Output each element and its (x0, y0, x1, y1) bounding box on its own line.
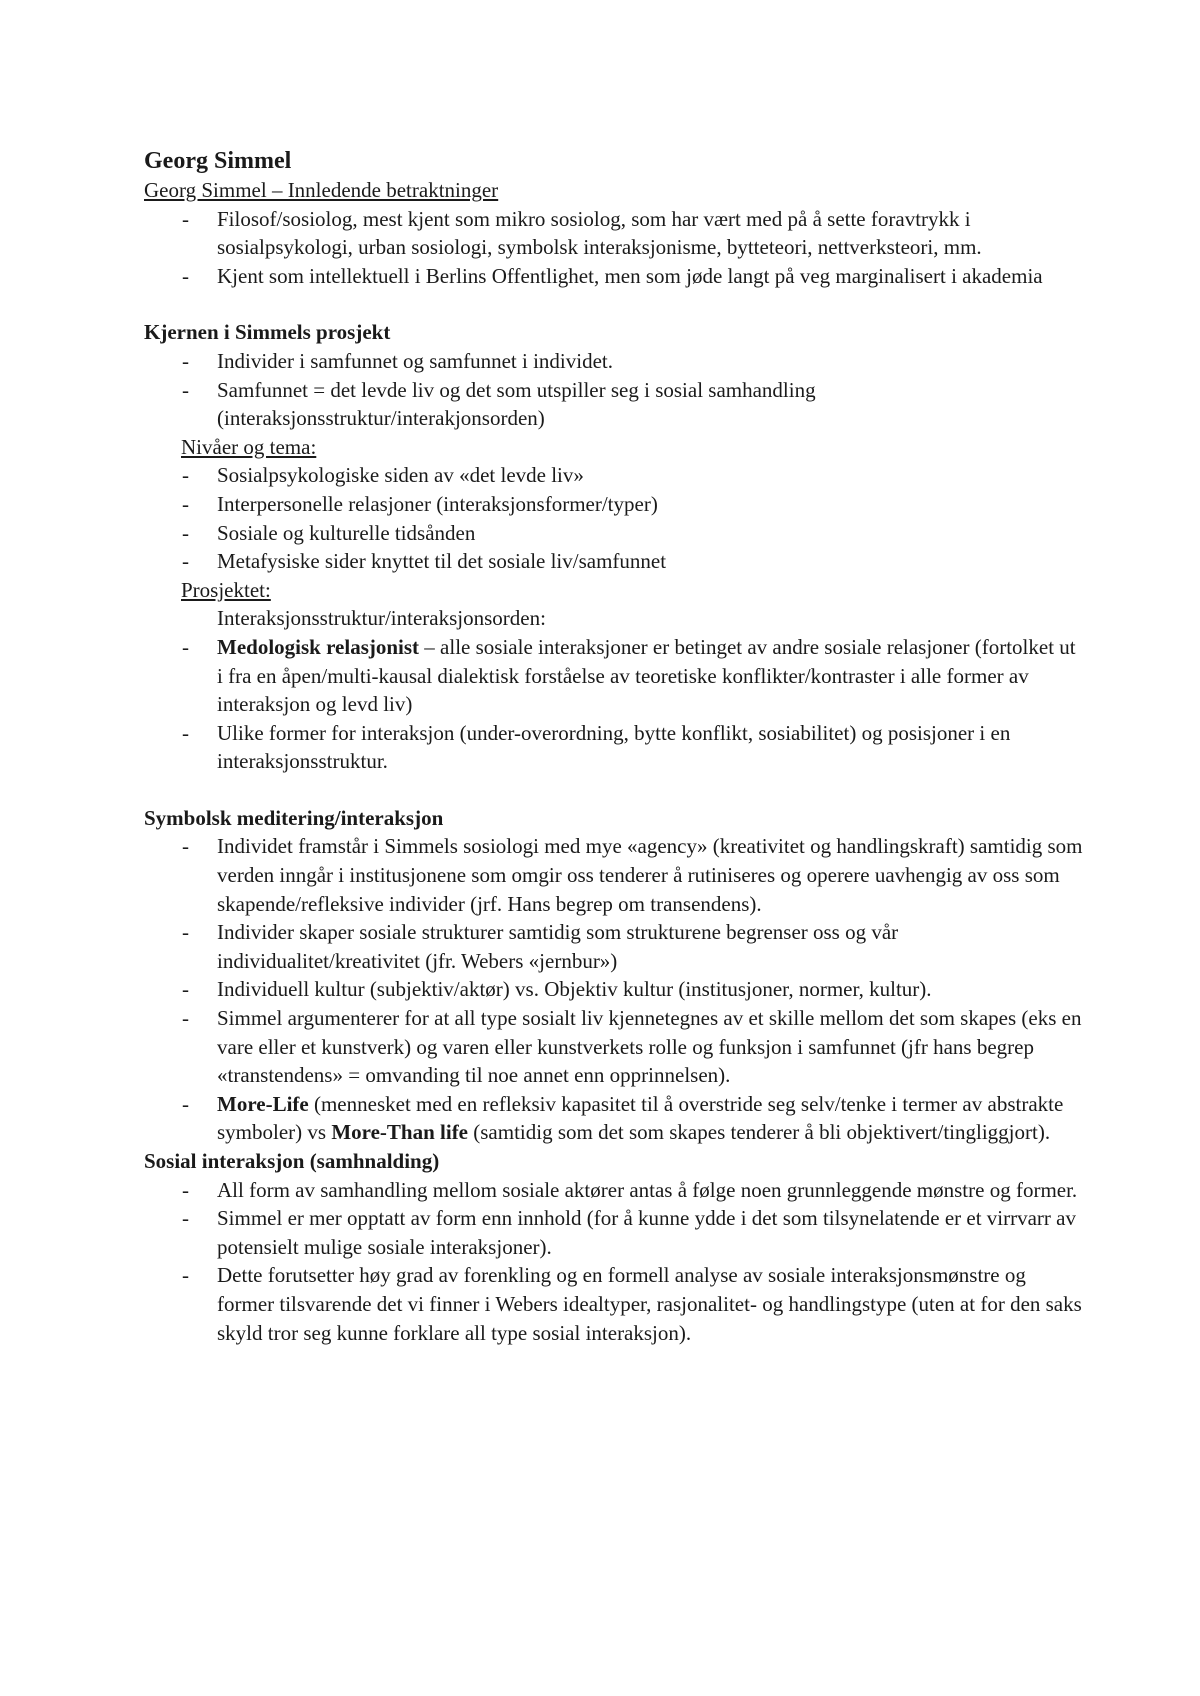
list-item: - Kjent som intellektuell i Berlins Offentlighet, men som jøde langt på veg marginalisert i akademia (144, 262, 1084, 291)
list-item: - Individet framstår i Simmels sosiologi med mye «agency» (kreativitet og handlingskraft) samtidig som verden inngår i institusjonene som omgir oss tenderer å rutiniseres og operere uavhengig av oss som skapende/refleksive individer (jrf. Hans begrep om transendens). (182, 834, 1083, 916)
nivaer-list (144, 461, 1084, 575)
dash-bullet: - (182, 1177, 189, 1202)
dash-bullet: - (182, 834, 189, 859)
list-item: - Interpersonelle relasjoner (interaksjonsformer/typer) (144, 490, 1084, 519)
list-item: - Sosialpsykologiske siden av «det levde liv» (144, 461, 1084, 490)
spacer (144, 290, 1084, 318)
spacer (144, 776, 1084, 804)
list-item: - Metafysiske sider knyttet til det sosiale liv/samfunnet (144, 547, 1084, 576)
dash-bullet: - (182, 1263, 189, 1288)
nivaer-label: Nivåer og tema: (181, 434, 317, 459)
section-heading-symbolsk: Symbolsk meditering/interaksjon (144, 805, 444, 830)
list-item: - All form av samhandling mellom sosiale aktører antas å følge noen grunnleggende mønstre og former. (144, 1176, 1084, 1205)
bold-term: More-Than life (331, 1120, 469, 1145)
list-item: - Samfunnet = det levde liv og det som utspiller seg i sosial samhandling (interaksjonsstruktur/interakjonsorden) (182, 377, 816, 431)
dash-bullet: - (182, 348, 189, 373)
bold-term: More-Life (217, 1091, 309, 1116)
dash-bullet: - (182, 206, 189, 231)
page-title: Georg Simmel (144, 148, 292, 174)
document-body (144, 146, 1084, 1347)
dash-bullet: - (182, 263, 189, 288)
dash-bullet: - (182, 1091, 189, 1116)
symbolsk-list (144, 832, 1084, 1147)
dash-bullet: - (182, 549, 189, 574)
list-item: - Individer skaper sosiale strukturer samtidig som strukturene begrenser oss og vår individualitet/kreativitet (jfr. Webers «jernbur») (182, 920, 899, 973)
intro-list (144, 205, 1084, 291)
dash-bullet: - (182, 377, 189, 402)
dash-bullet: - (182, 977, 189, 1002)
list-item: - Simmel er mer opptatt av form enn innhold (for å kunne ydde i det som tilsynelatende er et virrvarr av potensielt mulige sosiale interaksjoner). (182, 1206, 1076, 1259)
list-item: - Dette forutsetter høy grad av forenkling og en formell analyse av sosiale interaksjonsmønstre og former tilsvarende det vi finner i Webers idealtyper, rasjonalitet- og handlingstype (uten at for den saks skyld tror seg kunne forklare all type sosial interaksjon). (182, 1263, 1082, 1345)
dash-bullet: - (182, 520, 189, 545)
dash-bullet: - (182, 720, 189, 745)
list-item: - Filosof/sosiolog, mest kjent som mikro sosiolog, som har vært med på å sette foravtrykk i sosialpsykologi, urban sosiologi, symbolsk interaksjonisme, bytteteori, nettverksteori, mm. (182, 206, 982, 260)
prosjektet-list (144, 633, 1084, 776)
dash-bullet: - (182, 920, 189, 945)
list-item: - Simmel argumenterer for at all type sosialt liv kjennetegnes av et skille mellom det som skapes (eks en vare eller et kunstverk) og varen eller kunstverkets rolle og funksjon i samfunnet (jfr hans begrep «transtendens» = omvanding til noe annet enn opprinnelsen). (182, 1006, 1082, 1088)
list-item: - Sosiale og kulturelle tidsånden (144, 519, 1084, 548)
prosjektet-label: Prosjektet: (181, 577, 271, 602)
prosjektet-line: Interaksjonsstruktur/interaksjonsorden: (217, 606, 546, 631)
dash-bullet: - (182, 634, 189, 659)
section-heading-sosial: Sosial interaksjon (samhnalding) (144, 1149, 440, 1173)
bold-term: Medologisk relasjonist (217, 634, 420, 659)
list-item: - Individer i samfunnet og samfunnet i individet. (144, 347, 1084, 376)
list-item: - Medologisk relasjonist – alle sosiale interaksjoner er betinget av andre sosiale relasjoner (fortolket ut i fra en åpen/multi-kausal dialektisk forståelse av teoretiske konflikter/kontraster i alle former av interaksjon og levd liv) (182, 634, 1076, 717)
dash-bullet: - (182, 1006, 189, 1031)
list-item: - Ulike former for interaksjon (under-overordning, bytte konflikt, sosiabilitet) og posisjoner i en interaksjonsstruktur. (182, 720, 1011, 774)
kjernen-list (144, 347, 1084, 433)
sosial-list (144, 1176, 1084, 1348)
dash-bullet: - (182, 1206, 189, 1231)
dash-bullet: - (182, 463, 189, 488)
intro-heading: Georg Simmel – Innledende betraktninger (144, 178, 499, 202)
list-item: - Individuell kultur (subjektiv/aktør) vs. Objektiv kultur (institusjoner, normer, kultur). (144, 975, 1084, 1004)
dash-bullet: - (182, 491, 189, 516)
section-heading-kjernen: Kjernen i Simmels prosjekt (144, 320, 391, 345)
list-item: - More-Life (mennesket med en refleksiv kapasitet til å overstride seg selv/tenke i termer av abstrakte symboler) vs More-Than life (samtidig som det som skapes tenderer å bli objektivert/tingliggjort). (182, 1091, 1064, 1145)
